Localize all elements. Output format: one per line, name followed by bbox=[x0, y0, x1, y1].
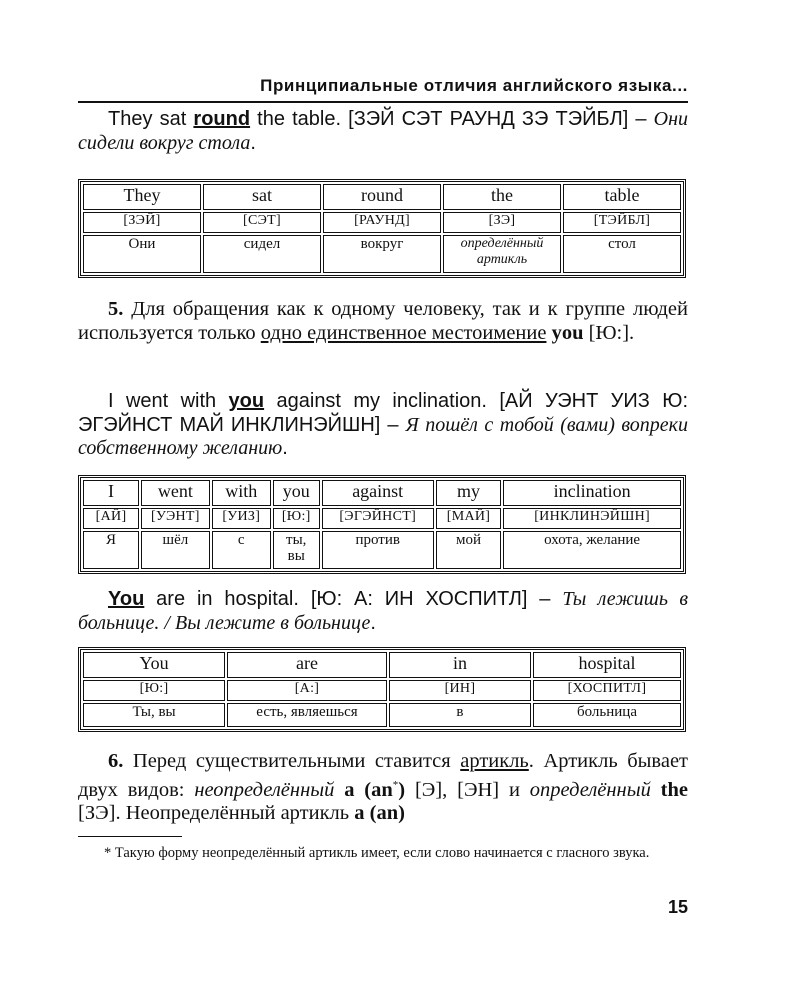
example-2: I went with you against my inclination. [АЙ УЭНТ УИЗ Ю: ЭГЭЙНСТ МАЙ ИНКЛИНЭЙШН] – Я пошёл с тобой (вами) вопреки собственному желанию. bbox=[78, 390, 688, 459]
table-cell: [Ю:] bbox=[83, 680, 225, 701]
rule-6: 6. Перед существительными ставится артикль. Артикль бывает двух видов: неопределённый a (an*) [Э], [ЭН] и определённый the [ЗЭ]. Неопределённый артикль a (an) bbox=[78, 750, 689, 824]
table-cell: table bbox=[563, 184, 681, 210]
table-cell: I bbox=[83, 480, 139, 506]
table-cell: больница bbox=[533, 703, 681, 727]
example-1-lead: They sat bbox=[108, 108, 194, 130]
table-cell: the bbox=[443, 184, 561, 210]
table-cell: в bbox=[389, 703, 531, 727]
header-divider bbox=[78, 101, 688, 103]
table-cell: [ЗЭЙ] bbox=[83, 212, 201, 233]
table-cell: Они bbox=[83, 235, 201, 273]
example-2-translation: Я пошёл с тобой (вами) вопреки собственному желанию bbox=[78, 413, 688, 459]
table-row-words bbox=[83, 652, 681, 678]
word-table-1 bbox=[78, 179, 686, 278]
table-cell: in bbox=[389, 652, 531, 678]
table-cell: are bbox=[227, 652, 387, 678]
example-1-keyword: round bbox=[193, 108, 251, 130]
table-cell: hospital bbox=[533, 652, 681, 678]
footnote-marker: * bbox=[392, 778, 399, 791]
example-1: They sat round the table. [ЗЭЙ СЭТ РАУНД ЗЭ ТЭЙБЛ] – Они сидели вокруг стола. bbox=[78, 108, 688, 154]
page-number: 15 bbox=[667, 897, 688, 917]
table-cell: you bbox=[273, 480, 320, 506]
table-cell: [СЭТ] bbox=[203, 212, 321, 233]
definite-article: the bbox=[650, 778, 689, 801]
table-cell: [Ю:] bbox=[273, 508, 320, 529]
table-cell: round bbox=[323, 184, 441, 210]
running-header: Принципиальные отличия английского языка... bbox=[260, 76, 688, 95]
table-row-translations bbox=[83, 531, 681, 569]
table-cell: [ЭГЭЙНСТ] bbox=[322, 508, 434, 529]
table-cell: [МАЙ] bbox=[436, 508, 501, 529]
example-1-transcription: the table. [ЗЭЙ СЭТ РАУНД ЗЭ ТЭЙБЛ] – bbox=[250, 108, 654, 130]
footnote: * Такую форму неопределённый артикль имеет, если слово начинается с гласного звука. bbox=[104, 845, 650, 861]
table-cell: против bbox=[322, 531, 434, 569]
rule-6-emphasis: артикль bbox=[460, 750, 529, 772]
word-table-3 bbox=[78, 647, 686, 732]
footnote-divider bbox=[78, 836, 182, 837]
table-cell: есть, являешься bbox=[227, 703, 387, 727]
table-cell: Ты, вы bbox=[83, 703, 225, 727]
table-cell: [АЙ] bbox=[83, 508, 139, 529]
example-3-transcription: are in hospital. [Ю: А: ИН ХОСПИТЛ] – bbox=[144, 588, 563, 610]
table-cell: You bbox=[83, 652, 225, 678]
example-3-keyword: You bbox=[108, 588, 145, 610]
table-cell: They bbox=[83, 184, 201, 210]
table-cell: шёл bbox=[141, 531, 210, 569]
rule-5: 5. Для обращения как к одному человеку, так и к группе людей используется только одно единственное местоимение you [Ю:]. bbox=[78, 298, 688, 344]
indefinite-article: a (an bbox=[334, 778, 393, 801]
table-row-words bbox=[83, 184, 681, 210]
rule-5-pronoun: you bbox=[551, 321, 584, 344]
table-row-transcriptions bbox=[83, 212, 681, 233]
table-cell: с bbox=[212, 531, 271, 569]
table-cell: [ЗЭ] bbox=[443, 212, 561, 233]
table-cell: определённый артикль bbox=[443, 235, 561, 273]
table-cell: [ИНКЛИНЭЙШН] bbox=[503, 508, 681, 529]
example-2-transcription: against my inclination. [АЙ УЭНТ УИЗ Ю: ЭГЭЙНСТ МАЙ ИНКЛИНЭЙШН] – bbox=[78, 390, 688, 436]
table-cell: inclination bbox=[503, 480, 681, 506]
rule-5-emphasis: одно единственное местоимение bbox=[260, 321, 547, 344]
table-cell: вокруг bbox=[323, 235, 441, 273]
table-cell: [ИН] bbox=[389, 680, 531, 701]
table-cell: ты, вы bbox=[273, 531, 320, 569]
table-cell: went bbox=[141, 480, 210, 506]
table-cell: [УИЗ] bbox=[212, 508, 271, 529]
table-row-transcriptions bbox=[83, 680, 681, 701]
table-cell: against bbox=[322, 480, 434, 506]
table-cell: with bbox=[212, 480, 271, 506]
example-3-translation: Ты лежишь в больнице. / Вы лежите в больнице bbox=[78, 588, 689, 634]
table-cell: [РАУНД] bbox=[323, 212, 441, 233]
table-cell: sat bbox=[203, 184, 321, 210]
table-cell: стол bbox=[563, 235, 681, 273]
table-row-words bbox=[83, 480, 681, 506]
rule-number: 6. bbox=[108, 750, 124, 772]
table-cell: my bbox=[436, 480, 501, 506]
table-cell: [А:] bbox=[227, 680, 387, 701]
table-row-transcriptions bbox=[83, 508, 681, 529]
table-row-translations bbox=[83, 703, 681, 727]
table-cell: охота, желание bbox=[503, 531, 681, 569]
example-1-translation: Они сидели вокруг стола bbox=[78, 108, 688, 154]
word-table-2 bbox=[78, 475, 686, 574]
table-cell: [УЭНТ] bbox=[141, 508, 210, 529]
table-cell: мой bbox=[436, 531, 501, 569]
table-cell: [ХОСПИТЛ] bbox=[533, 680, 681, 701]
example-3: You are in hospital. [Ю: А: ИН ХОСПИТЛ] – Ты лежишь в больнице. / Вы лежите в больнице. bbox=[78, 588, 689, 634]
rule-number: 5. bbox=[108, 298, 124, 320]
table-row-translations bbox=[83, 235, 681, 273]
example-2-keyword: you bbox=[228, 390, 265, 412]
table-cell: сидел bbox=[203, 235, 321, 273]
table-cell: [ТЭЙБЛ] bbox=[563, 212, 681, 233]
table-cell: Я bbox=[83, 531, 139, 569]
